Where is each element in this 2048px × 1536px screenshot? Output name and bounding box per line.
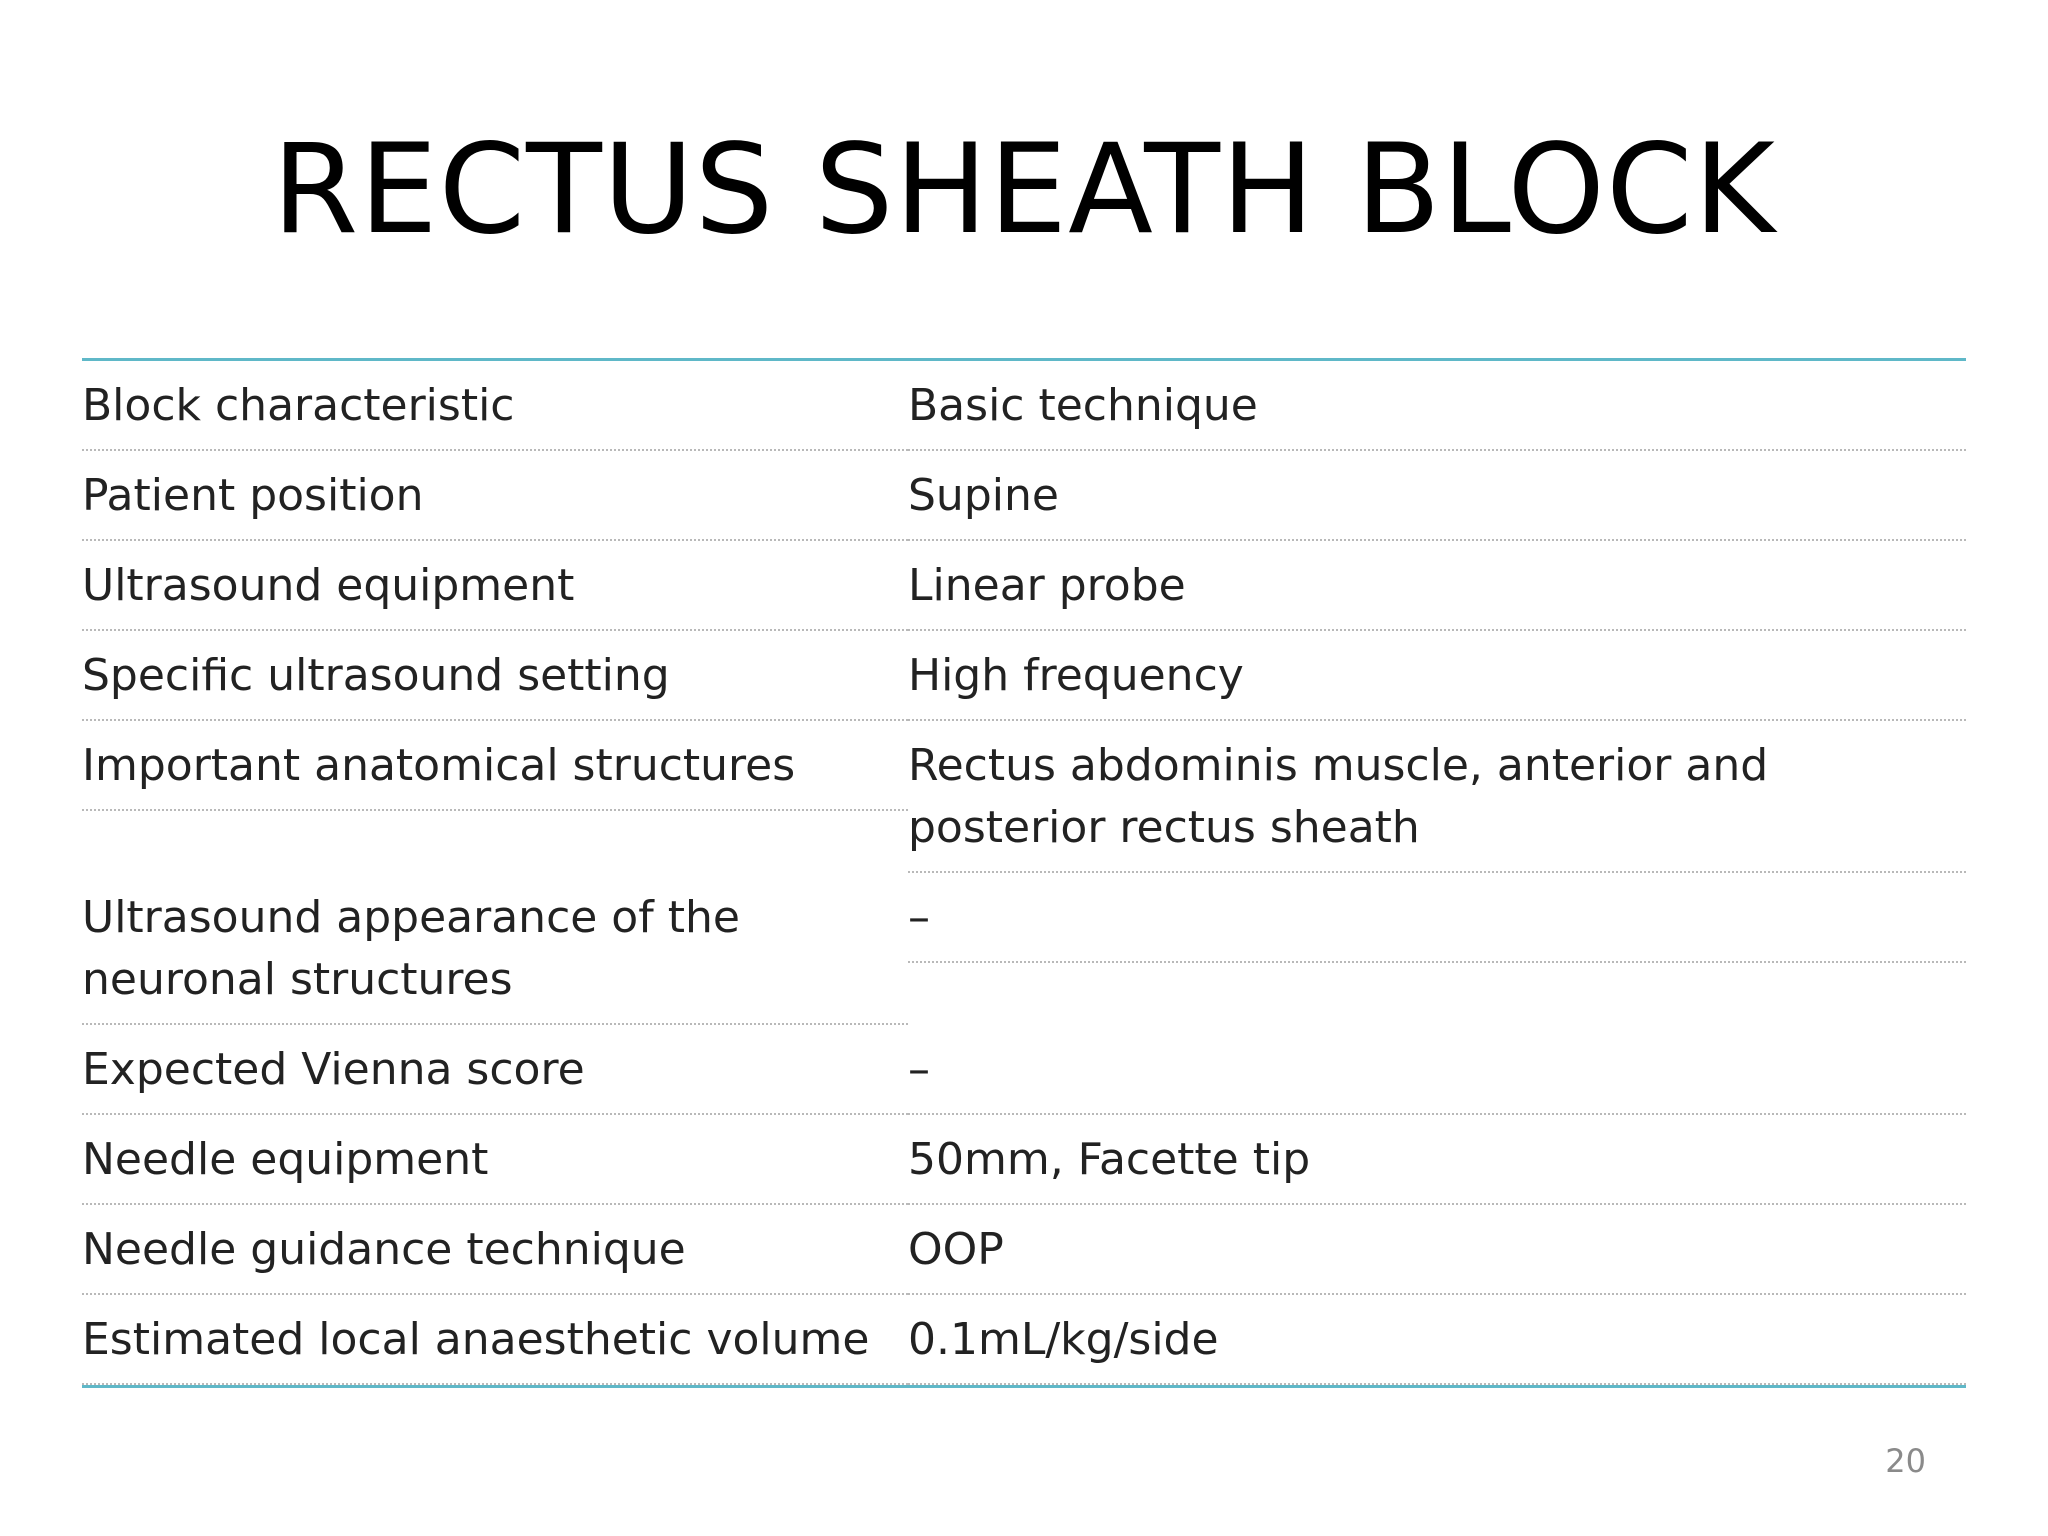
row-label: Needle equipment — [82, 1115, 908, 1205]
row-value: – — [908, 873, 1966, 963]
table-row — [82, 721, 1966, 873]
row-label: Needle guidance technique — [82, 1205, 908, 1295]
slide-title: RECTUS SHEATH BLOCK — [272, 118, 1776, 262]
row-value: Basic technique — [908, 361, 1966, 451]
table-row — [82, 541, 1966, 631]
row-value: 50mm, Facette tip — [908, 1115, 1966, 1205]
row-value: High frequency — [908, 631, 1966, 721]
row-value: Linear probe — [908, 541, 1966, 631]
row-label: Ultrasound appearance of the neuronal structures — [82, 873, 908, 1025]
row-value: 0.1mL/kg/side — [908, 1295, 1966, 1385]
row-label: Patient position — [82, 451, 908, 541]
table-row — [82, 873, 1966, 1025]
table-row — [82, 1115, 1966, 1205]
table-row — [82, 1205, 1966, 1295]
row-label: Expected Vienna score — [82, 1025, 908, 1115]
row-value: Supine — [908, 451, 1966, 541]
row-label: Important anatomical structures — [82, 721, 908, 811]
table-row — [82, 361, 1966, 451]
page-number: 20 — [1885, 1442, 1926, 1480]
row-value: OOP — [908, 1205, 1966, 1295]
row-value: – — [908, 1025, 1966, 1115]
table-row — [82, 451, 1966, 541]
row-value: Rectus abdominis muscle, anterior and posterior rectus sheath — [908, 721, 1966, 873]
table-row — [82, 631, 1966, 721]
table-bottom-rule — [82, 1385, 1966, 1388]
table-row — [82, 1295, 1966, 1385]
row-label: Estimated local anaesthetic volume — [82, 1295, 908, 1385]
row-label: Ultrasound equipment — [82, 541, 908, 631]
block-characteristics-table — [82, 358, 1966, 1388]
row-label: Block characteristic — [82, 361, 908, 451]
row-label: Specific ultrasound setting — [82, 631, 908, 721]
table-row — [82, 1025, 1966, 1115]
